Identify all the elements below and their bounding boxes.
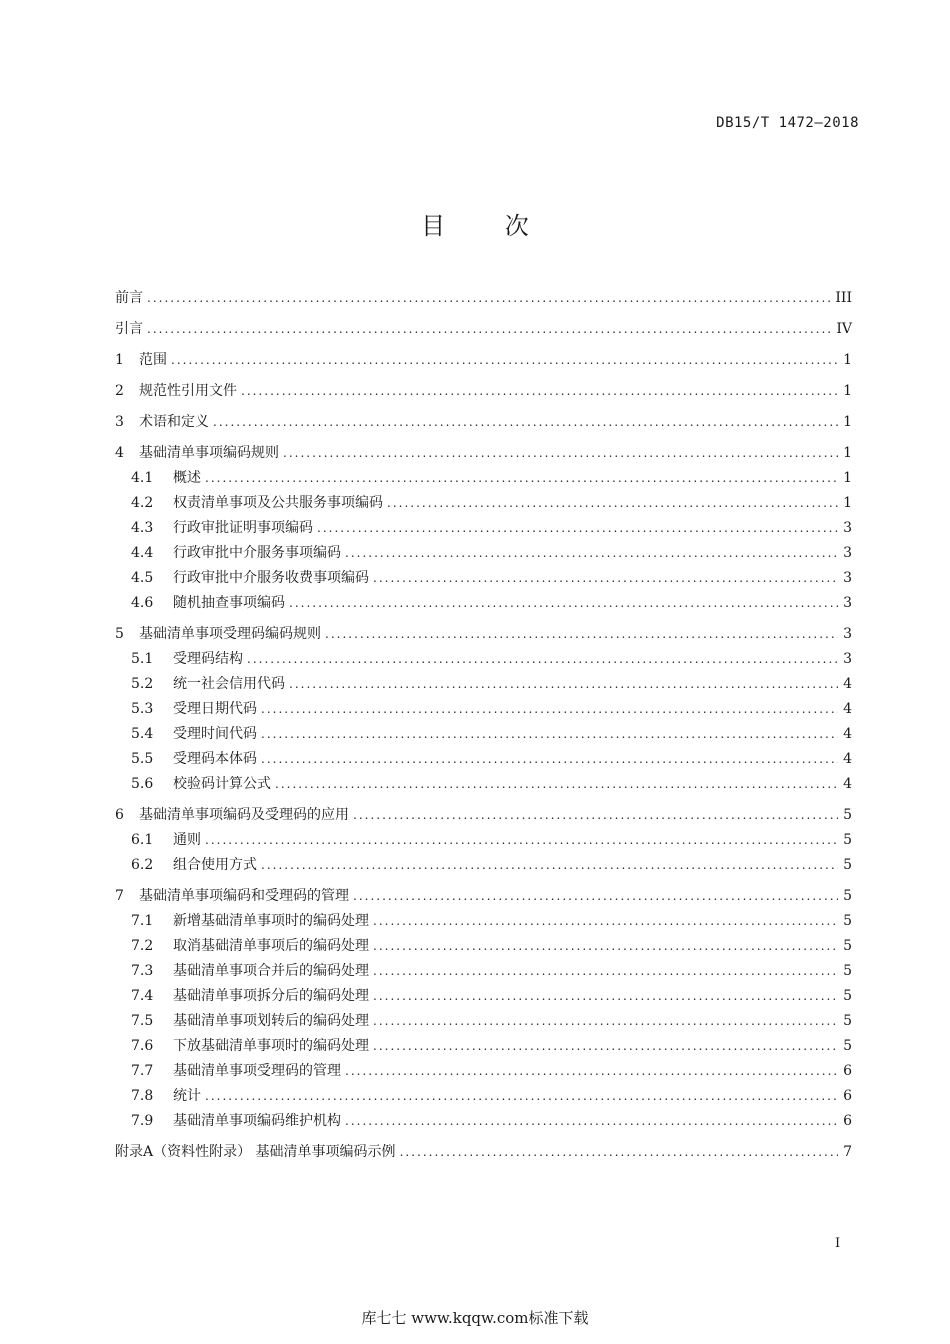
toc-entry-number: 7.9 <box>131 1113 154 1129</box>
page-number: I <box>835 1236 841 1251</box>
toc-entry[interactable] <box>115 566 852 591</box>
toc-entry-page: 3 <box>843 651 852 667</box>
toc-entry[interactable] <box>115 959 852 984</box>
toc-entry[interactable] <box>115 541 852 566</box>
toc-entry[interactable] <box>115 379 852 404</box>
toc-entry-number: 1 <box>115 352 124 368</box>
toc-dot-leader <box>345 1109 838 1134</box>
toc-entry-number: 4 <box>115 445 124 461</box>
toc-entry[interactable] <box>115 317 852 342</box>
toc-entry-label: 校验码计算公式 <box>173 776 271 792</box>
toc-entry-number: 7.8 <box>131 1088 154 1104</box>
toc-entry-label: 随机抽查事项编码 <box>173 595 285 611</box>
toc-dot-leader <box>345 1059 838 1084</box>
toc-entry-page: 5 <box>843 857 852 873</box>
toc-entry-page: 1 <box>843 383 852 399</box>
toc-dot-leader <box>205 466 838 491</box>
toc-entry[interactable] <box>115 722 852 747</box>
toc-entry[interactable] <box>115 934 852 959</box>
toc-entry[interactable] <box>115 803 852 828</box>
toc-entry-number: 4.5 <box>131 570 154 586</box>
toc-dot-leader <box>147 286 831 311</box>
toc-entry-label: 行政审批中介服务事项编码 <box>173 545 341 561</box>
toc-entry-page: 6 <box>843 1063 852 1079</box>
toc-entry-label: 前言 <box>115 290 143 306</box>
toc-entry-label: 基础清单事项合并后的编码处理 <box>173 963 369 979</box>
toc-entry[interactable] <box>115 909 852 934</box>
toc-entry-label: 基础清单事项受理码的管理 <box>173 1063 341 1079</box>
toc-dot-leader <box>261 722 838 747</box>
toc-entry-number: 5.4 <box>131 726 154 742</box>
toc-entry[interactable] <box>115 1059 852 1084</box>
toc-entry[interactable] <box>115 697 852 722</box>
toc-entry-number: 2 <box>115 383 124 399</box>
toc-entry[interactable] <box>115 772 852 797</box>
toc-entry-label: 基础清单事项编码及受理码的应用 <box>139 807 349 823</box>
toc-entry-number: 7.2 <box>131 938 154 954</box>
toc-entry-page: 4 <box>843 776 852 792</box>
toc-dot-leader <box>345 541 838 566</box>
toc-entry-label: 基础清单事项拆分后的编码处理 <box>173 988 369 1004</box>
toc-entry-number: 7.5 <box>131 1013 154 1029</box>
toc-dot-leader <box>387 491 838 516</box>
toc-entry-label: 基础清单事项划转后的编码处理 <box>173 1013 369 1029</box>
toc-entry-number: 5.2 <box>131 676 154 692</box>
toc-dot-leader <box>325 622 838 647</box>
toc-entry[interactable] <box>115 622 852 647</box>
toc-entry-number: 7.1 <box>131 913 154 929</box>
toc-entry[interactable] <box>115 1084 852 1109</box>
toc-entry-number: 3 <box>115 414 124 430</box>
toc-entry-number: 4.4 <box>131 545 154 561</box>
toc-entry-label: 基础清单事项编码维护机构 <box>173 1113 341 1129</box>
toc-dot-leader <box>171 348 838 373</box>
toc-entry-page: 1 <box>843 352 852 368</box>
toc-entry[interactable] <box>115 1140 852 1165</box>
toc-entry-label: 基础清单事项编码规则 <box>139 445 279 461</box>
toc-entry[interactable] <box>115 747 852 772</box>
toc-entry-page: 5 <box>843 1038 852 1054</box>
toc-dot-leader <box>373 909 838 934</box>
toc-dot-leader <box>261 853 838 878</box>
toc-entry-label: 基础清单事项编码和受理码的管理 <box>139 888 349 904</box>
toc-dot-leader <box>373 1009 838 1034</box>
toc-entry-label: 规范性引用文件 <box>139 383 237 399</box>
toc-entry[interactable] <box>115 1109 852 1134</box>
toc-entry[interactable] <box>115 441 852 466</box>
toc-entry[interactable] <box>115 853 852 878</box>
toc-entry-number: 4.3 <box>131 520 154 536</box>
toc-entry-page: 3 <box>843 595 852 611</box>
toc-dot-leader <box>283 441 838 466</box>
toc-entry-label: 新增基础清单事项时的编码处理 <box>173 913 369 929</box>
toc-entry-page: 5 <box>843 963 852 979</box>
toc-dot-leader <box>147 317 832 342</box>
toc-entry-label: 统计 <box>173 1088 201 1104</box>
toc-entry-page: 1 <box>843 470 852 486</box>
toc-entry[interactable] <box>115 828 852 853</box>
toc-entry[interactable] <box>115 410 852 435</box>
toc-entry-page: 5 <box>843 938 852 954</box>
toc-entry-label: 受理码结构 <box>173 651 243 667</box>
toc-dot-leader <box>289 591 838 616</box>
toc-entry-number: 7.4 <box>131 988 154 1004</box>
toc-entry[interactable] <box>115 516 852 541</box>
toc-entry-page: 5 <box>843 1013 852 1029</box>
toc-dot-leader <box>247 647 838 672</box>
toc-entry-page: 5 <box>843 807 852 823</box>
toc-entry[interactable] <box>115 591 852 616</box>
toc-entry-page: 4 <box>843 701 852 717</box>
toc-entry[interactable] <box>115 1034 852 1059</box>
toc-entry-number: 7.7 <box>131 1063 154 1079</box>
toc-entry-label: 引言 <box>115 321 143 337</box>
toc-entry-number: 5.3 <box>131 701 154 717</box>
toc-entry-label: 基础清单事项受理码编码规则 <box>139 626 321 642</box>
toc-entry-label: 范围 <box>139 352 167 368</box>
page-title: 目 次 <box>421 212 555 240</box>
toc-entry-label: 行政审批证明事项编码 <box>173 520 313 536</box>
toc-entry-number: 4.1 <box>131 470 154 486</box>
toc-entry-label: 术语和定义 <box>139 414 209 430</box>
toc-entry-page: 6 <box>843 1088 852 1104</box>
toc-entry-page: 1 <box>843 445 852 461</box>
toc-entry[interactable] <box>115 672 852 697</box>
toc-entry[interactable] <box>115 286 852 311</box>
toc-entry-label: 概述 <box>173 470 201 486</box>
toc-entry-number: 6 <box>115 807 124 823</box>
toc-entry-number: 7.6 <box>131 1038 154 1054</box>
toc-entry-page: 5 <box>843 988 852 1004</box>
toc-entry-page: 4 <box>843 676 852 692</box>
toc-entry-page: 5 <box>843 913 852 929</box>
toc-entry-page: 7 <box>843 1144 852 1160</box>
toc-entry-number: 6.2 <box>131 857 154 873</box>
toc-entry-label: 取消基础清单事项后的编码处理 <box>173 938 369 954</box>
standard-code: DB15/T 1472—2018 <box>716 115 859 131</box>
toc-entry-label: 下放基础清单事项时的编码处理 <box>173 1038 369 1054</box>
toc-entry-page: 3 <box>843 626 852 642</box>
toc-entry-number: 6.1 <box>131 832 154 848</box>
toc-entry-label: 权责清单事项及公共服务事项编码 <box>173 495 383 511</box>
toc-entry-number: 5.6 <box>131 776 154 792</box>
toc-entry-number: 7.3 <box>131 963 154 979</box>
toc-dot-leader <box>400 1140 838 1165</box>
toc-entry-page: 4 <box>843 726 852 742</box>
toc-dot-leader <box>213 410 838 435</box>
toc-entry[interactable] <box>115 491 852 516</box>
toc-dot-leader <box>261 697 838 722</box>
toc-entry-page: 1 <box>843 414 852 430</box>
toc-entry-number: 5 <box>115 626 124 642</box>
toc-entry-page: 1 <box>843 495 852 511</box>
toc-dot-leader <box>373 934 838 959</box>
toc-entry[interactable] <box>115 466 852 491</box>
toc-entry-number: 7 <box>115 888 124 904</box>
toc-dot-leader <box>373 959 838 984</box>
toc-entry-number: 4.2 <box>131 495 154 511</box>
toc-entry-page: 5 <box>843 832 852 848</box>
toc-dot-leader <box>261 747 838 772</box>
toc-entry-page: III <box>835 290 852 306</box>
toc-entry-number: 5.5 <box>131 751 154 767</box>
toc-dot-leader <box>353 803 838 828</box>
toc-entry-label: 组合使用方式 <box>173 857 257 873</box>
toc-entry-label: 通则 <box>173 832 201 848</box>
toc-entry-page: 6 <box>843 1113 852 1129</box>
toc-dot-leader <box>241 379 838 404</box>
toc-entry-number: 4.6 <box>131 595 154 611</box>
toc-entry-number: 5.1 <box>131 651 154 667</box>
toc-entry-page: 3 <box>843 520 852 536</box>
toc-dot-leader <box>373 1034 838 1059</box>
toc-dot-leader <box>373 566 838 591</box>
toc-dot-leader <box>205 828 838 853</box>
toc-dot-leader <box>205 1084 838 1109</box>
toc-dot-leader <box>353 884 838 909</box>
toc-entry-page: 4 <box>843 751 852 767</box>
toc-entry[interactable] <box>115 348 852 373</box>
toc-entry-label: 受理日期代码 <box>173 701 257 717</box>
toc-entry[interactable] <box>115 884 852 909</box>
toc-dot-leader <box>317 516 838 541</box>
toc-entry-label: 受理码本体码 <box>173 751 257 767</box>
toc-entry-page: 3 <box>843 545 852 561</box>
toc-entry-label: 行政审批中介服务收费事项编码 <box>173 570 369 586</box>
toc-dot-leader <box>373 984 838 1009</box>
footer-watermark: 库七七 www.kqqw.com标准下载 <box>361 1309 589 1327</box>
toc-entry[interactable] <box>115 1009 852 1034</box>
toc-dot-leader <box>289 672 838 697</box>
toc-entry[interactable] <box>115 647 852 672</box>
toc-entry-page: IV <box>836 321 852 337</box>
table-of-contents <box>115 286 852 1165</box>
toc-entry-page: 5 <box>843 888 852 904</box>
toc-entry[interactable] <box>115 984 852 1009</box>
toc-dot-leader <box>275 772 838 797</box>
toc-entry-page: 3 <box>843 570 852 586</box>
toc-entry-label: 统一社会信用代码 <box>173 676 285 692</box>
toc-entry-label: 受理时间代码 <box>173 726 257 742</box>
toc-entry-label: 附录A（资料性附录） 基础清单事项编码示例 <box>115 1144 396 1160</box>
